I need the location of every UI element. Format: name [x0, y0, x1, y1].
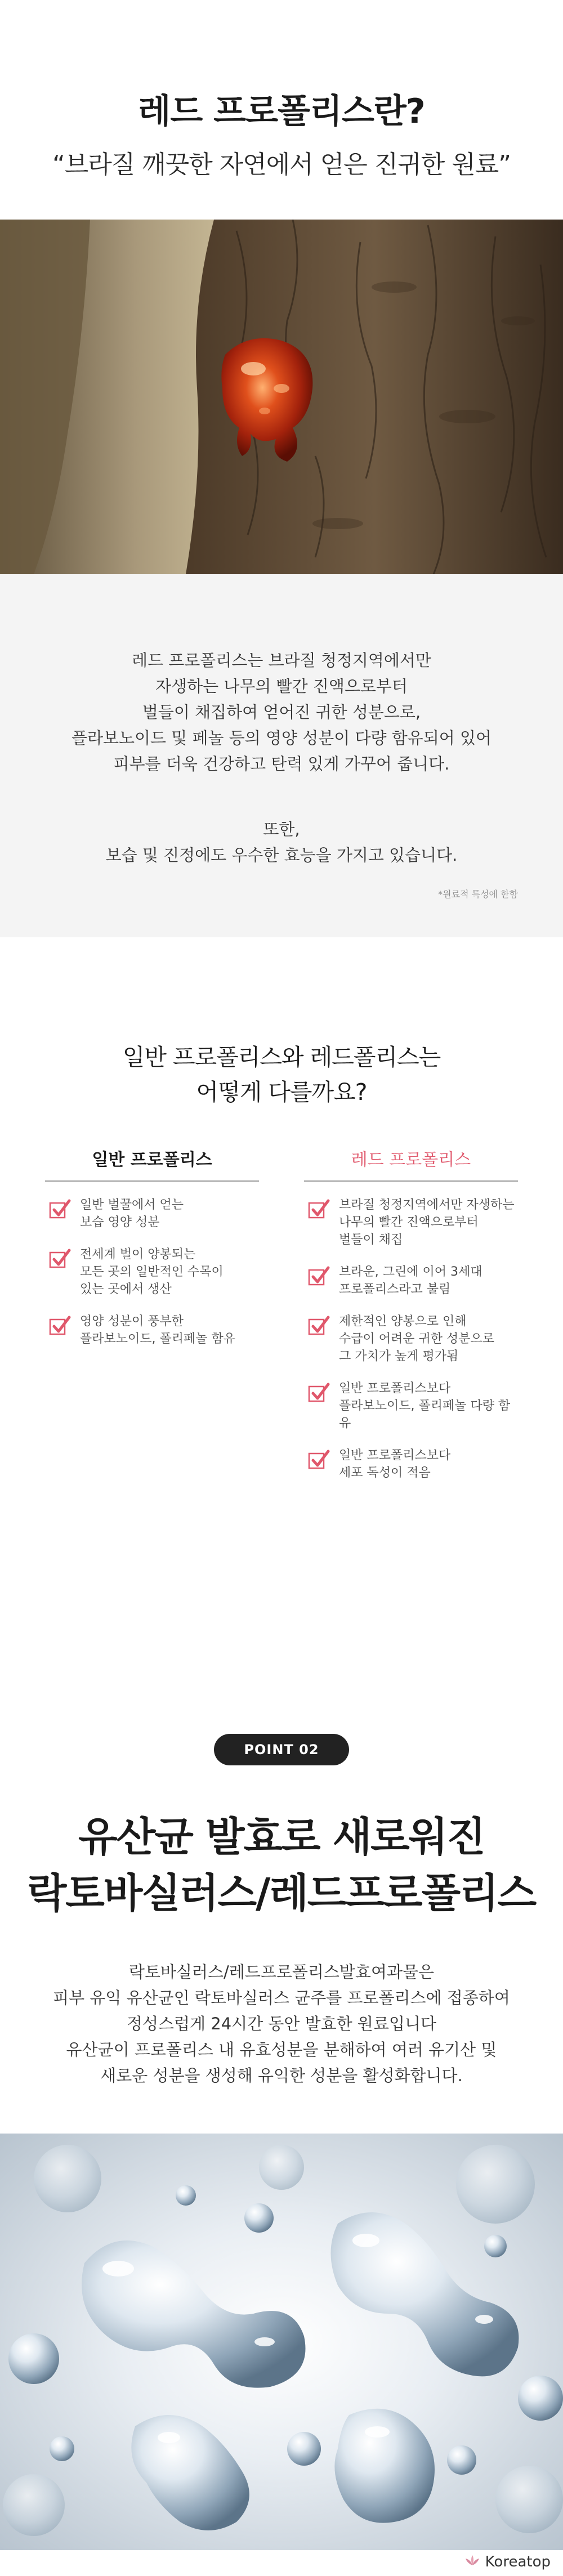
description-line: 자생하는 나무의 빨간 진액으로부터 [155, 677, 408, 696]
point-body [0, 1959, 563, 2088]
point-body-line: 유산균이 프로폴리스 내 유효성분을 분해하여 여러 유기산 및 [66, 2040, 497, 2059]
comparison-section [0, 937, 563, 1511]
check-icon [307, 1381, 331, 1405]
point-headline-line-2: 락토바실러스/레드프로폴리스 [27, 1870, 536, 1917]
intro-section [0, 0, 563, 220]
comparison-item-line: 프로폴리스라고 불림 [339, 1282, 451, 1296]
comparison-question [0, 1040, 563, 1110]
check-icon [48, 1197, 72, 1221]
comparison-item-line: 벌들이 채집 [339, 1233, 403, 1247]
point-section [0, 1511, 563, 2134]
description-footnote: *원료적 특성에 한함 [438, 889, 518, 900]
check-icon [307, 1448, 331, 1472]
comparison-item-line: 세포 독성이 적음 [339, 1466, 431, 1480]
point-body-line: 락토바실러스/레드프로폴리스발효여과물은 [128, 1962, 435, 1982]
question-line: 어떻게 다를까요? [196, 1079, 367, 1106]
point-headline-line-1: 유산균 발효로 새로워진 [78, 1813, 485, 1861]
comparison-item-line: 모든 곳의 일반적인 수목이 [80, 1265, 224, 1279]
description-line: 벌들이 채집하여 얻어진 귀한 성분으로, [142, 703, 421, 722]
intro-subtitle: “브라질 깨끗한 자연에서 얻은 진귀한 원료” [52, 150, 511, 179]
description-line: 플라보노이드 및 페놀 등의 영양 성분이 다량 함유되어 있어 [71, 728, 492, 748]
comparison-item-line: 일반 프로폴리스보다 [339, 1381, 451, 1396]
molecule-droplets-image [0, 2134, 563, 2550]
comparison-item-line: 플라보노이드, 폴리페놀 다량 함유 [339, 1399, 511, 1430]
general-propolis-list [45, 1196, 259, 1348]
check-icon [48, 1314, 72, 1338]
tree-resin-image [0, 220, 563, 574]
comparison-item [304, 1196, 518, 1249]
description-line: 보습 및 진정에도 우수한 효능을 가지고 있습니다. [105, 846, 458, 865]
comparison-item-line: 제한적인 양봉으로 인해 [339, 1314, 467, 1329]
tree-resin-photo [0, 220, 563, 574]
brand-name: Koreatop [485, 2553, 551, 2570]
droplets-illustration [0, 2134, 563, 2550]
comparison-item [304, 1447, 518, 1482]
comparison-item-line: 일반 프로폴리스보다 [339, 1448, 451, 1463]
comparison-item-line: 전세계 벌이 양봉되는 [80, 1247, 196, 1262]
comparison-item [304, 1313, 518, 1365]
comparison-item-line: 브라질 청정지역에서만 자생하는 [339, 1198, 515, 1212]
comparison-item-line: 있는 곳에서 생산 [80, 1282, 172, 1296]
red-propolis-list [304, 1196, 518, 1482]
general-propolis-header: 일반 프로폴리스 [45, 1146, 259, 1182]
comparison-item [304, 1263, 518, 1298]
check-icon [48, 1247, 72, 1271]
description-line: 피부를 더욱 건강하고 탄력 있게 가꾸어 줍니다. [113, 754, 450, 773]
comparison-item [45, 1313, 259, 1348]
comparison-item [45, 1246, 259, 1298]
intro-title: 레드 프로폴리스란? [138, 92, 425, 131]
point-body-line: 피부 유익 유산균인 락토바실러스 균주를 프로폴리스에 접종하여 [53, 1988, 510, 2007]
comparison-item-line: 일반 벌꿀에서 얻는 [80, 1198, 184, 1212]
comparison-item [304, 1380, 518, 1432]
general-propolis-column [45, 1146, 259, 1362]
description-paragraph-1 [0, 647, 563, 777]
description-paragraph-2 [0, 816, 563, 868]
comparison-item-line: 영양 성분이 풍부한 [80, 1314, 184, 1329]
comparison-item-line: 나무의 빨간 진액으로부터 [339, 1215, 479, 1229]
check-icon [307, 1314, 331, 1338]
lotus-icon [464, 2554, 481, 2570]
point-body-line: 정성스럽게 24시간 동안 발효한 원료입니다 [126, 2014, 436, 2033]
point-body-line: 새로운 성분을 생성해 유익한 성분을 활성화합니다. [100, 2066, 463, 2085]
description-section [0, 574, 563, 937]
point-badge: POINT 02 [214, 1734, 349, 1765]
red-propolis-column [304, 1146, 518, 1496]
comparison-item-line: 브라운, 그린에 이어 3세대 [339, 1265, 482, 1279]
brand-logo [464, 2552, 551, 2571]
question-line: 일반 프로폴리스와 레드폴리스는 [122, 1044, 441, 1071]
comparison-item-line: 플라보노이드, 폴리페놀 함유 [80, 1332, 236, 1346]
red-propolis-header: 레드 프로폴리스 [304, 1146, 518, 1182]
check-icon [307, 1264, 331, 1288]
comparison-item-line: 수급이 어려운 귀한 성분으로 [339, 1332, 495, 1346]
check-icon [307, 1197, 331, 1221]
comparison-item-line: 그 가치가 높게 평가됨 [339, 1349, 459, 1363]
description-line: 또한, [263, 820, 300, 839]
comparison-item [45, 1196, 259, 1231]
comparison-item-line: 보습 영양 성분 [80, 1215, 160, 1229]
description-line: 레드 프로폴리스는 브라질 청정지역에서만 [132, 651, 431, 670]
